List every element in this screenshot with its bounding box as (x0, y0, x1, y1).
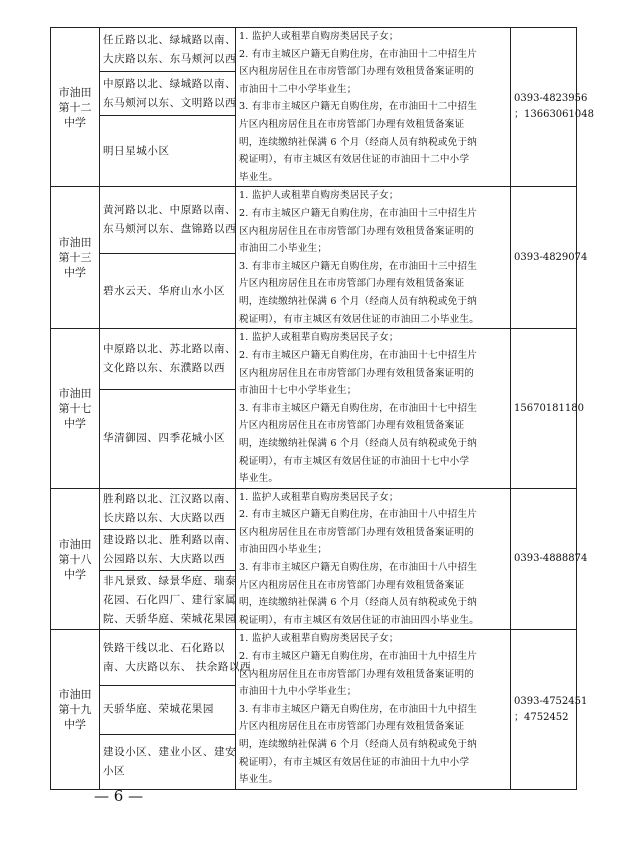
condition-line: 毕业生。 (239, 774, 279, 786)
school-name-line: 第十八 (58, 552, 92, 566)
condition-line: 片区内租房居住且在市房管部门办理有效租赁备案证 (239, 579, 465, 591)
school-name-line: 市油田 (58, 537, 92, 551)
area-line: 非凡景致、绿景华庭、瑞泰 (103, 574, 237, 587)
school-name-line: 市油田 (58, 688, 92, 702)
condition-line: 毕业生。 (239, 473, 279, 485)
area-line: 中原路以北、绿城路以南、 (103, 77, 237, 90)
condition-line: 税证明），有市主城区有效居住证的市油田二小毕业生。 (239, 313, 480, 325)
area-line: 院、天骄华庭、荣城花果园 (103, 612, 237, 625)
condition-line: 1. 监护人或租辈自购房类居民子女； (239, 190, 399, 202)
conditions-cell (236, 630, 511, 789)
condition-line: 市油田四小毕业生； (239, 544, 328, 556)
area-line: 长庆路以东、大庆路以西 (103, 511, 226, 524)
conditions-cell (236, 187, 511, 329)
condition-line: 市油田二小毕业生； (239, 243, 328, 255)
page-number: — 6 — (94, 787, 144, 805)
school-name-line: 第十九 (58, 703, 92, 717)
area-cell (100, 529, 236, 570)
school-name-line: 第十三 (58, 251, 92, 265)
phone-line: 0393-4823956 (514, 93, 588, 105)
area-cell (100, 187, 236, 254)
condition-line: 市油田十二中小学毕业生； (239, 83, 357, 95)
area-line: 华清御园、四季花城小区 (103, 432, 226, 445)
area-line: 东马颊河以东、文明路以西 (103, 96, 237, 109)
school-name-line: 中学 (64, 567, 86, 581)
area-cell (100, 685, 236, 734)
condition-line: 3. 有非市主城区户籍无自购住房，在市油田十八中招生 (239, 562, 478, 574)
area-cell (100, 72, 236, 116)
condition-line: 毕业生。 (239, 171, 279, 183)
school-name-line: 中学 (64, 417, 86, 431)
school-name-line: 市油田 (58, 85, 92, 99)
condition-line: 市油田十七中小学毕业生； (239, 385, 357, 397)
phone-line: ；13663061048 (514, 109, 594, 121)
table-row (51, 630, 577, 685)
condition-line: 区内租房居住且在市房管部门办理有效租赁备案证明的 (239, 225, 475, 237)
condition-line: 2. 有市主城区户籍无自购住房，在市油田十三中招生片 (239, 208, 478, 220)
area-cell (100, 254, 236, 329)
condition-line: 税证明），有市主城区有效居住证的市油田四小毕业生。 (239, 614, 480, 626)
area-cell (100, 630, 252, 685)
condition-line: 税证明），有市主城区有效居住证的市油田十二中小学 (239, 154, 470, 166)
condition-line: 明，连续缴纳社保满 6 个月（经商人员有纳税或免于纳 (239, 437, 478, 449)
area-line: 文化路以东、东濮路以西 (103, 362, 226, 375)
phone-line: 0393-4888874 (514, 553, 588, 565)
condition-line: 片区内租房居住且在市房管部门办理有效租赁备案证 (239, 721, 465, 733)
area-cell (100, 28, 236, 72)
condition-line: 明，连续缴纳社保满 6 个月（经商人员有纳税或免于纳 (239, 136, 478, 148)
school-name-line: 中学 (64, 266, 86, 280)
condition-line: 1. 监护人或租辈自购房类居民子女； (239, 31, 399, 42)
phone-cell (511, 630, 588, 789)
area-line: 天骄华庭、荣城花果园 (103, 703, 214, 716)
condition-line: 2. 有市主城区户籍无自购住房，在市油田十七中招生片 (239, 349, 478, 361)
phone-cell (511, 28, 594, 187)
area-line: 南、大庆路以东、 扶余路以西 (103, 660, 252, 673)
area-line: 胜利路以北、江汉路以南、 (103, 492, 237, 505)
phone-line: ；4752452 (514, 711, 569, 723)
area-line: 大庆路以东、东马颊河以西 (103, 52, 237, 65)
condition-line: 2. 有市主城区户籍无自购住房，在市油田十九中招生片 (239, 651, 478, 663)
phone-cell (511, 187, 588, 329)
condition-line: 明，连续缴纳社保满 6 个月（经商人员有纳税或免于纳 (239, 597, 478, 609)
phone-line: 15670181180 (514, 402, 584, 414)
phone-cell (511, 329, 584, 488)
school-name-cell (51, 630, 100, 789)
conditions-cell (236, 329, 511, 488)
condition-line: 区内租房居住且在市房管部门办理有效租赁备案证明的 (239, 66, 475, 78)
area-line: 花园、石化四厂、建行家属 (103, 593, 237, 606)
school-name-cell (51, 187, 100, 329)
school-name-line: 中学 (64, 115, 86, 129)
area-line: 公园路以东、大庆路以西 (103, 552, 226, 565)
area-cell (100, 488, 236, 529)
school-name-line: 第十二 (58, 100, 92, 114)
area-line: 碧水云天、华府山水小区 (103, 284, 226, 297)
condition-line: 3. 有非市主城区户籍无自购住房，在市油田十三中招生 (239, 260, 478, 272)
enrollment-table (50, 27, 594, 790)
school-name-line: 中学 (64, 718, 86, 732)
table-row (51, 329, 577, 390)
area-cell (100, 116, 236, 187)
condition-line: 2. 有市主城区户籍无自购住房，在市油田十八中招生片 (239, 509, 478, 521)
table-row (51, 28, 577, 72)
condition-line: 税证明），有市主城区有效居住证的市油田十七中小学 (239, 455, 470, 467)
school-name-cell (51, 488, 100, 630)
area-line: 建设路以北、胜利路以南、 (103, 533, 237, 546)
condition-line: 区内租房居住且在市房管部门办理有效租赁备案证明的 (239, 526, 475, 538)
phone-line: 0393-4752451 (514, 695, 588, 707)
condition-line: 片区内租房居住且在市房管部门办理有效租赁备案证 (239, 118, 465, 130)
school-name-line: 第十七 (58, 402, 92, 416)
area-line: 小区 (103, 764, 126, 777)
condition-line: 1. 监护人或租辈自购房类居民子女； (239, 491, 399, 503)
condition-line: 市油田十九中小学毕业生； (239, 686, 357, 698)
conditions-cell (236, 488, 511, 630)
condition-line: 1. 监护人或租辈自购房类居民子女； (239, 633, 399, 645)
school-name-line: 市油田 (58, 236, 92, 250)
area-line: 东马颊河以东、盘锦路以西 (103, 223, 237, 236)
school-name-line: 市油田 (58, 387, 92, 401)
condition-line: 明，连续缴纳社保满 6 个月（经商人员有纳税或免于纳 (239, 739, 478, 750)
condition-line: 3. 有非市主城区户籍无自购住房，在市油田十二中招生 (239, 101, 478, 113)
area-cell (100, 329, 236, 390)
condition-line: 3. 有非市主城区户籍无自购住房，在市油田十七中招生 (239, 402, 478, 414)
conditions-cell (236, 28, 511, 187)
area-cell (100, 389, 236, 488)
condition-line: 3. 有非市主城区户籍无自购住房，在市油田十九中招生 (239, 703, 478, 715)
area-line: 铁路干线以北、石化路以 (103, 641, 226, 654)
condition-line: 区内租房居住且在市房管部门办理有效租赁备案证明的 (239, 668, 475, 680)
condition-line: 1. 监护人或租辈自购房类居民子女； (239, 332, 399, 344)
area-line: 中原路以北、苏北路以南、 (103, 343, 237, 356)
table-row (51, 187, 577, 254)
phone-line: 0393-4829074 (514, 251, 588, 263)
condition-line: 区内租房居住且在市房管部门办理有效租赁备案证明的 (239, 367, 475, 379)
area-cell (100, 570, 236, 630)
area-line: 任丘路以北、绿城路以南、 (103, 33, 237, 46)
school-name-cell (51, 28, 100, 187)
school-name-cell (51, 329, 100, 488)
condition-line: 2. 有市主城区户籍无自购住房，在市油田十二中招生片 (239, 48, 478, 60)
table-row (51, 488, 577, 529)
condition-line: 片区内租房居住且在市房管部门办理有效租赁备案证 (239, 420, 465, 432)
area-line: 黄河路以北、中原路以南、 (103, 204, 237, 217)
phone-cell (511, 488, 588, 630)
area-line: 明日星城小区 (103, 144, 170, 157)
condition-line: 税证明），有市主城区有效居住证的市油田十九中小学 (239, 756, 470, 768)
area-line: 建设小区、建业小区、建安 (103, 745, 237, 758)
condition-line: 片区内租房居住且在市房管部门办理有效租赁备案证 (239, 278, 465, 290)
condition-line: 明，连续缴纳社保满 6 个月（经商人员有纳税或免于纳 (239, 296, 478, 308)
area-cell (100, 734, 236, 789)
